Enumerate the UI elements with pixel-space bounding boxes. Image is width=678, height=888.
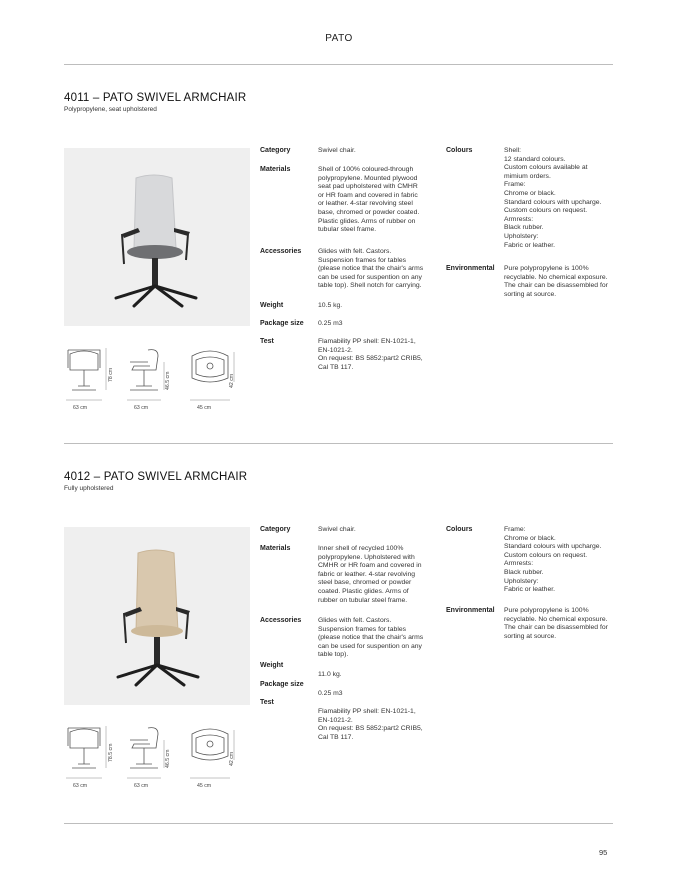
product-1-top-depth: 42 cm xyxy=(229,373,235,388)
product-1-subtitle: Polypropylene, seat upholstered xyxy=(64,106,157,113)
p2-spec-value-test: Flamability PP shell: EN-1021-1, EN-1021-2. On request: BS 5852:part2 CRIB5, Cal TB 117. xyxy=(318,708,423,741)
product-2-top-width: 45 cm xyxy=(197,783,212,789)
p2-spec-value-package-size: 0.25 m3 xyxy=(318,690,343,697)
product-2-photo xyxy=(64,527,250,705)
p2-spec-value-materials: Inner shell of recycled 100% polypropylene. Upholstered with CMHR or HR foam and covered in fabric or leather. 4-star revolving steel base, chromed or powder coated. Plastic glides. Arms of rubber on tubular steel frame. xyxy=(318,545,422,604)
p1-spec-value-environmental: Pure polypropylene is 100% recyclable. No chemical exposure. The chair can be disassembled for sorting at source. xyxy=(504,265,608,298)
p2-spec-label-category: Category xyxy=(260,526,291,533)
p2-spec-label-accessories: Accessories xyxy=(260,617,302,624)
product-2-subtitle: Fully upholstered xyxy=(64,485,114,492)
product-1-top-width: 45 cm xyxy=(197,405,212,411)
p1-spec-label-test: Test xyxy=(260,338,274,345)
header-divider xyxy=(64,64,613,65)
p2-spec-value-accessories: Glides with felt. Castors. Suspension frames for tables (please notice that the chair's arms can be used for suspention on any table top). xyxy=(318,617,424,659)
product-2-front-width: 63 cm xyxy=(73,783,88,789)
product-1-dimension-drawings xyxy=(64,344,250,404)
p1-spec-value-accessories: Glides with felt. Castors. Suspension frames for tables (please notice that the chair's arms can be used for suspention on any table top). Shell notch for carrying. xyxy=(318,248,424,290)
p2-spec-label-weight: Weight xyxy=(260,662,284,669)
p2-spec-value-colours: Frame: Chrome or black. Standard colours with upcharge. Custom colours on request. Armrests: Black rubber. Upholstery: Fabric or leather. xyxy=(504,526,602,594)
p2-spec-value-category: Swivel chair. xyxy=(318,526,356,533)
p1-spec-label-colours: Colours xyxy=(446,147,473,154)
product-2-title: 4012 – PATO SWIVEL ARMCHAIR xyxy=(64,471,248,483)
p1-spec-label-category: Category xyxy=(260,147,291,154)
p2-spec-label-package-size: Package size xyxy=(260,681,304,688)
product-1-title: 4011 – PATO SWIVEL ARMCHAIR xyxy=(64,92,247,104)
p2-spec-value-weight: 11.0 kg. xyxy=(318,671,342,678)
product-2-seat-height: 46.5 cm xyxy=(165,749,171,768)
p1-spec-value-test: Flamability PP shell: EN-1021-1, EN-1021-2. On request: BS 5852:part2 CRIB5, Cal TB 117. xyxy=(318,338,423,371)
p2-spec-label-test: Test xyxy=(260,699,274,706)
p1-spec-value-category: Swivel chair. xyxy=(318,147,356,154)
product-1-height: 78 cm xyxy=(108,367,114,382)
product-1-photo xyxy=(64,148,250,326)
p1-spec-value-materials: Shell of 100% coloured-through polypropylene. Mounted plywood seat pad upholstered with CMHR or HR foam and covered in fabric or leather. 4-star revolving steel base, chromed or powder coated. Plastic glides. Arms of rubber on tubular steel frame. xyxy=(318,166,420,234)
p1-spec-value-weight: 10.5 kg. xyxy=(318,302,343,309)
p2-spec-label-environmental: Environmental xyxy=(446,607,495,614)
section-divider xyxy=(64,443,613,444)
p2-spec-value-environmental: Pure polypropylene is 100% recyclable. No chemical exposure. The chair can be disassembled for sorting at source. xyxy=(504,607,608,640)
footer-divider xyxy=(64,823,613,824)
page-header-title: PATO xyxy=(325,33,353,44)
p2-spec-label-materials: Materials xyxy=(260,545,291,552)
page-number: 95 xyxy=(599,848,608,857)
p1-spec-value-colours: Shell: 12 standard colours. Custom colours available at mimium orders. Frame: Chrome or black. Standard colours with upcharge. Custom colours on request. Armrests: Black rubber. Upholstery: Fabric or leather. xyxy=(504,147,602,249)
p1-spec-label-weight: Weight xyxy=(260,302,284,309)
p1-spec-label-materials: Materials xyxy=(260,166,291,173)
product-2-top-depth: 42 cm xyxy=(229,751,235,766)
product-2-height: 78.5 cm xyxy=(108,743,114,762)
product-1-side-width: 63 cm xyxy=(134,405,149,411)
p2-spec-label-colours: Colours xyxy=(446,526,473,533)
product-1-seat-height: 46.5 cm xyxy=(165,371,171,390)
product-2-side-width: 63 cm xyxy=(134,783,149,789)
product-2-dimension-drawings xyxy=(64,722,250,782)
p1-spec-label-accessories: Accessories xyxy=(260,248,302,255)
p1-spec-label-environmental: Environmental xyxy=(446,265,495,272)
p1-spec-value-package-size: 0.25 m3 xyxy=(318,320,343,327)
p1-spec-label-package-size: Package size xyxy=(260,320,304,327)
product-1-front-width: 63 cm xyxy=(73,405,88,411)
